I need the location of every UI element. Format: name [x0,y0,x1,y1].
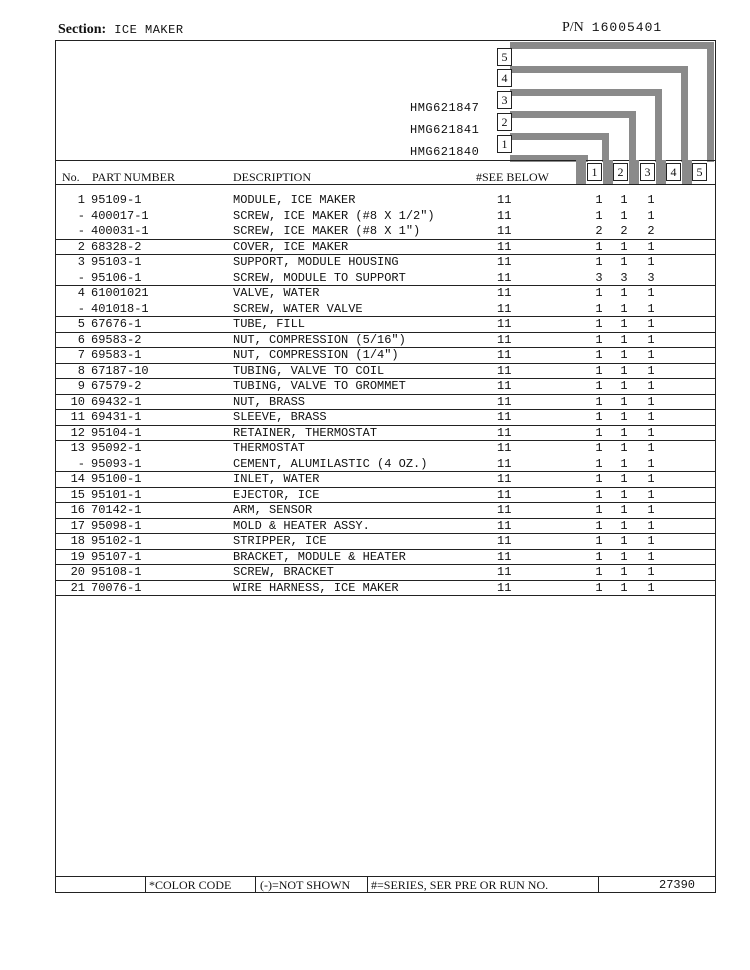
row-number: 17 [70,518,85,533]
see-below-code: 11 [497,503,512,517]
table-row [55,565,716,581]
part-number: 69583-1 [91,348,142,362]
part-description: SCREW, BRACKET [233,565,334,579]
qty-model-3: 1 [647,487,655,502]
qty-model-1: 1 [595,580,603,595]
see-below-code: 11 [497,425,512,440]
part-description: SCREW, MODULE TO SUPPORT [233,270,406,285]
part-description: STRIPPER, ICE [233,534,327,548]
col-shade [682,160,692,184]
table-row [55,550,716,566]
table-row [55,193,716,209]
qty-model-1: 3 [595,270,603,285]
row-number: - [77,301,85,316]
part-description: WIRE HARNESS, ICE MAKER [233,580,399,595]
part-number: 400031-1 [91,224,149,238]
part-number: 67676-1 [91,317,142,331]
table-row [55,379,716,395]
table-row [55,364,716,380]
see-below-code: 11 [497,410,512,424]
qty-model-1: 1 [595,193,603,207]
qty-model-2: 1 [620,239,628,254]
table-row [55,581,716,597]
qty-model-1: 1 [595,394,603,409]
model-col-2: 2 [613,163,628,181]
see-below-code: 11 [497,472,512,486]
model-col-5: 5 [692,163,707,181]
qty-model-3: 1 [647,239,655,254]
col-shade [656,160,666,184]
table-row [55,472,716,488]
part-number: 70142-1 [91,503,142,517]
part-description: COVER, ICE MAKER [233,239,349,254]
col-shade [576,160,586,184]
row-number: 9 [77,379,85,393]
part-number: 401018-1 [91,301,149,316]
qty-model-1: 1 [595,565,603,579]
qty-model-1: 1 [595,503,603,517]
qty-model-1: 1 [595,549,603,564]
see-below-code: 11 [497,224,512,238]
qty-model-1: 1 [595,239,603,254]
part-number-header [562,20,662,36]
row-number: 2 [77,239,85,254]
qty-model-2: 1 [620,208,628,223]
row-number: 7 [77,348,85,362]
qty-model-2: 1 [620,534,628,548]
part-description: NUT, BRASS [233,394,306,409]
row-number: 5 [77,317,85,331]
footer-divider [598,877,599,892]
col-shade [629,160,639,184]
qty-model-3: 1 [647,363,655,378]
part-description: SLEEVE, BRASS [233,410,327,424]
part-description: TUBING, VALVE TO COIL [233,363,385,378]
row-number: 3 [77,255,85,269]
qty-model-2: 1 [620,301,628,316]
qty-model-3: 1 [647,441,655,455]
qty-model-3: 1 [647,317,655,331]
part-description: SCREW, WATER VALVE [233,301,363,316]
see-below-code: 11 [497,441,512,455]
row-number: 10 [70,394,85,409]
col-no: No. [62,170,80,184]
row-number: 19 [70,549,85,564]
pn-value: 16005401 [591,20,663,35]
qty-model-2: 1 [620,317,628,331]
qty-model-2: 1 [620,503,628,517]
qty-model-1: 1 [595,208,603,223]
qty-model-1: 1 [595,363,603,378]
model-col-3: 3 [640,163,655,181]
part-description: INLET, WATER [233,472,320,486]
qty-model-1: 1 [595,456,603,471]
see-below-code: 11 [497,317,512,331]
qty-model-2: 1 [620,441,628,455]
see-below-code: 11 [497,270,512,285]
col-description: DESCRIPTION [233,170,312,184]
header-top-rule [55,160,716,161]
table-row [55,503,716,519]
qty-model-2: 1 [620,565,628,579]
part-number: 68328-2 [91,239,142,254]
model-col-1: 1 [587,163,602,181]
table-row [55,441,716,457]
part-number: 61001021 [91,286,149,300]
qty-model-3: 1 [647,503,655,517]
see-below-code: 11 [497,208,512,223]
section-value: ICE MAKER [114,23,184,37]
table-row [55,286,716,302]
part-description: TUBE, FILL [233,317,306,331]
qty-model-3: 1 [647,348,655,362]
row-number: 16 [70,503,85,517]
part-description: NUT, COMPRESSION (5/16") [233,332,406,347]
qty-model-1: 1 [595,379,603,393]
qty-model-2: 1 [620,549,628,564]
part-description: EJECTOR, ICE [233,487,320,502]
part-number: 95092-1 [91,441,142,455]
qty-model-2: 2 [620,224,628,238]
part-number: 95108-1 [91,565,142,579]
model-name-2: HMG621841 [410,123,480,137]
row-number: 21 [70,580,85,595]
part-description: ARM, SENSOR [233,503,313,517]
see-below-code: 11 [497,394,512,409]
qty-model-1: 1 [595,255,603,269]
qty-model-2: 1 [620,348,628,362]
row-number: 20 [70,565,85,579]
row-number: 1 [77,193,85,207]
part-description: SCREW, ICE MAKER (#8 X 1/2") [233,208,435,223]
see-below-code: 11 [497,518,512,533]
see-below-code: 11 [497,580,512,595]
qty-model-3: 1 [647,255,655,269]
qty-model-2: 1 [620,487,628,502]
header-bottom-rule [55,184,716,185]
legend-series: #=SERIES, SER PRE OR RUN NO. [371,878,549,892]
table-row [55,240,716,256]
see-below-code: 11 [497,534,512,548]
footer-divider [255,877,256,892]
row-number: - [77,270,85,285]
qty-model-3: 3 [647,270,655,285]
table-row [55,255,716,271]
table-row [55,395,716,411]
see-below-code: 11 [497,549,512,564]
row-number: 15 [70,487,85,502]
model-name-1: HMG621840 [410,145,480,159]
row-number: 6 [77,332,85,347]
qty-model-2: 1 [620,518,628,533]
qty-model-1: 1 [595,348,603,362]
see-below-code: 11 [497,301,512,316]
col-part-number: PART NUMBER [92,170,175,184]
qty-model-2: 1 [620,410,628,424]
qty-model-2: 1 [620,363,628,378]
part-number: 95107-1 [91,549,142,564]
part-description: BRACKET, MODULE & HEATER [233,549,406,564]
qty-model-2: 3 [620,270,628,285]
part-number: 70076-1 [91,580,142,595]
qty-model-2: 1 [620,425,628,440]
part-number: 67187-10 [91,363,149,378]
legend-footer [55,876,716,893]
part-number: 95098-1 [91,518,142,533]
qty-model-3: 1 [647,518,655,533]
table-row [55,209,716,225]
model-col-4: 4 [666,163,681,181]
qty-model-2: 1 [620,394,628,409]
model-index-box-5: 5 [497,48,512,66]
table-row [55,271,716,287]
row-number: 13 [70,441,85,455]
row-number: 4 [77,286,85,300]
qty-model-3: 1 [647,301,655,316]
qty-model-3: 1 [647,425,655,440]
part-description: SUPPORT, MODULE HOUSING [233,255,399,269]
qty-model-3: 1 [647,410,655,424]
part-number: 95106-1 [91,270,142,285]
qty-model-2: 1 [620,456,628,471]
table-row [55,457,716,473]
part-number: 95103-1 [91,255,142,269]
table-row [55,488,716,504]
see-below-code: 11 [497,286,512,300]
section-header [58,22,184,38]
footer-divider [145,877,146,892]
qty-model-3: 1 [647,394,655,409]
qty-model-1: 1 [595,286,603,300]
qty-model-1: 1 [595,518,603,533]
qty-model-1: 1 [595,487,603,502]
table-row [55,302,716,318]
model-index-box-4: 4 [497,69,512,87]
part-description: SCREW, ICE MAKER (#8 X 1") [233,224,421,238]
qty-model-1: 1 [595,534,603,548]
section-label: Section: [58,22,107,37]
see-below-code: 11 [497,255,512,269]
table-row [55,333,716,349]
see-below-code: 11 [497,332,512,347]
col-shade [603,160,613,184]
qty-model-2: 1 [620,193,628,207]
pn-label: P/N [562,20,584,35]
see-below-code: 11 [497,348,512,362]
model-index-box-1: 1 [497,135,512,153]
legend-not-shown: (-)=NOT SHOWN [260,878,351,892]
qty-model-1: 1 [595,425,603,440]
see-below-code: 11 [497,456,512,471]
model-index-box-3: 3 [497,91,512,109]
footer-divider [367,877,368,892]
qty-model-2: 1 [620,286,628,300]
part-description: CEMENT, ALUMILASTIC (4 OZ.) [233,456,428,471]
qty-model-3: 1 [647,379,655,393]
qty-model-3: 1 [647,456,655,471]
table-row [55,317,716,333]
row-number: 12 [70,425,85,440]
model-index-box-2: 2 [497,113,512,131]
part-description: TUBING, VALVE TO GROMMET [233,379,406,393]
part-number: 95101-1 [91,487,142,502]
qty-model-3: 1 [647,208,655,223]
row-number: - [77,208,85,223]
qty-model-1: 1 [595,410,603,424]
part-number: 95102-1 [91,534,142,548]
part-description: MOLD & HEATER ASSY. [233,518,370,533]
part-number: 67579-2 [91,379,142,393]
part-description: NUT, COMPRESSION (1/4") [233,348,399,362]
qty-model-2: 1 [620,472,628,486]
qty-model-1: 1 [595,472,603,486]
see-below-code: 11 [497,487,512,502]
qty-model-2: 1 [620,580,628,595]
row-number: - [77,456,85,471]
see-below-code: 11 [497,193,512,207]
qty-model-2: 1 [620,255,628,269]
part-description: RETAINER, THERMOSTAT [233,425,378,440]
part-number: 95109-1 [91,193,142,207]
qty-model-3: 1 [647,565,655,579]
see-below-code: 11 [497,379,512,393]
part-number: 69432-1 [91,394,142,409]
see-below-code: 11 [497,565,512,579]
qty-model-3: 1 [647,193,655,207]
table-row [55,224,716,240]
qty-model-3: 1 [647,286,655,300]
part-number: 95104-1 [91,425,142,440]
part-description: MODULE, ICE MAKER [233,193,356,207]
doc-number: 27390 [659,878,696,892]
row-number: 11 [70,410,85,424]
col-see-below: #SEE BELOW [476,170,549,184]
table-row [55,348,716,364]
parts-table [55,193,716,596]
qty-model-1: 1 [595,301,603,316]
qty-model-1: 1 [595,332,603,347]
row-number: 18 [70,534,85,548]
part-description: THERMOSTAT [233,441,306,455]
qty-model-3: 1 [647,332,655,347]
table-row [55,519,716,535]
table-row [55,534,716,550]
qty-model-3: 1 [647,534,655,548]
part-number: 95093-1 [91,456,142,471]
legend-color-code: *COLOR CODE [149,878,232,892]
part-number: 95100-1 [91,472,142,486]
part-description: VALVE, WATER [233,286,320,300]
table-row [55,426,716,442]
see-below-code: 11 [497,239,512,254]
qty-model-2: 1 [620,379,628,393]
qty-model-2: 1 [620,332,628,347]
qty-model-3: 1 [647,580,655,595]
row-number: 8 [77,363,85,378]
qty-model-1: 1 [595,317,603,331]
part-number: 69583-2 [91,332,142,347]
qty-model-3: 1 [647,472,655,486]
table-row [55,410,716,426]
qty-model-1: 1 [595,441,603,455]
qty-model-1: 2 [595,224,603,238]
model-name-3: HMG621847 [410,101,480,115]
qty-model-3: 1 [647,549,655,564]
see-below-code: 11 [497,363,512,378]
qty-model-3: 2 [647,224,655,238]
part-number: 400017-1 [91,208,149,223]
row-number: - [77,224,85,238]
part-number: 69431-1 [91,410,142,424]
row-number: 14 [70,472,85,486]
